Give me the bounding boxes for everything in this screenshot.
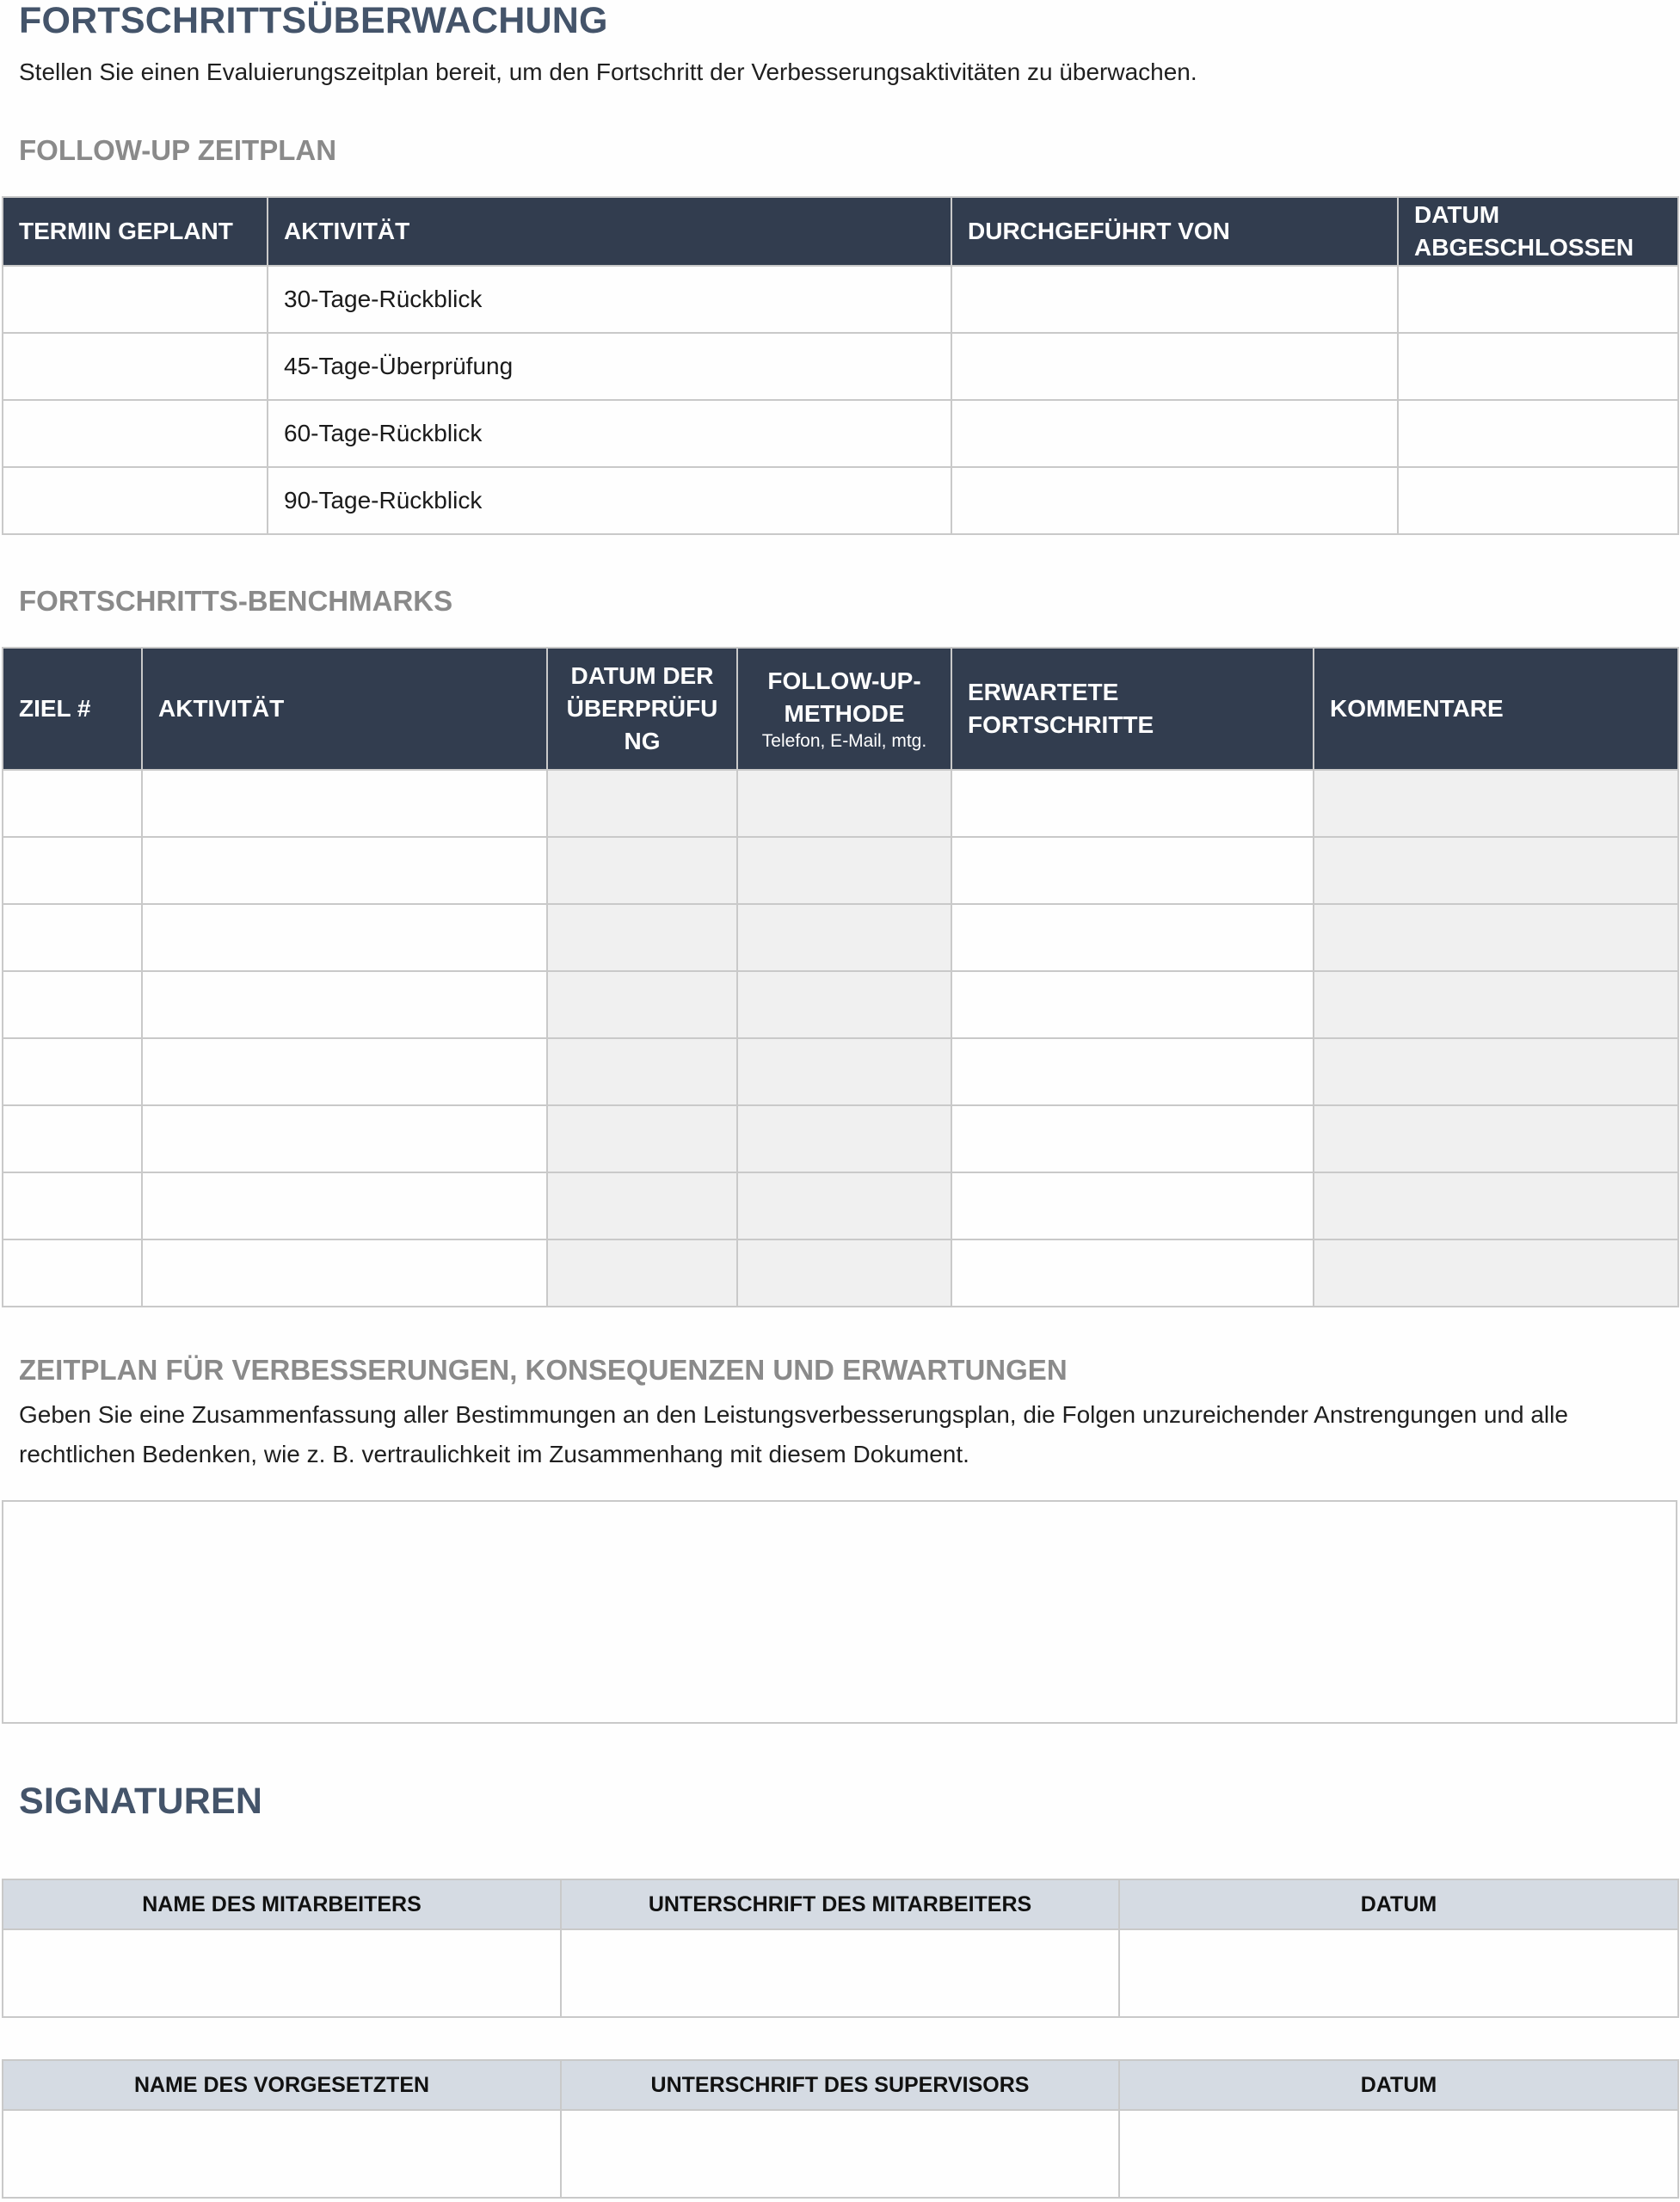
method-cell[interactable]	[737, 1239, 951, 1307]
expected-progress-cell[interactable]	[951, 904, 1314, 971]
completed-date-cell[interactable]	[1398, 333, 1678, 400]
expected-progress-cell[interactable]	[951, 837, 1314, 904]
activity-cell[interactable]	[142, 971, 547, 1038]
method-cell[interactable]	[737, 837, 951, 904]
performed-by-cell[interactable]	[951, 333, 1398, 400]
review-date-cell[interactable]	[547, 904, 737, 971]
goal-cell[interactable]	[3, 971, 142, 1038]
table-row	[3, 1172, 1678, 1239]
goal-cell[interactable]	[3, 1038, 142, 1105]
review-date-cell[interactable]	[547, 1172, 737, 1239]
expected-progress-cell[interactable]	[951, 770, 1314, 837]
method-cell[interactable]	[737, 1172, 951, 1239]
table-row	[3, 904, 1678, 971]
review-date-cell[interactable]	[547, 837, 737, 904]
review-date-cell[interactable]	[547, 1105, 737, 1172]
improvements-heading: ZEITPLAN FÜR VERBESSERUNGEN, KONSEQUENZEN UND ERWARTUNGEN	[19, 1354, 1068, 1386]
table-row	[3, 266, 1678, 333]
completed-date-cell[interactable]	[1398, 400, 1678, 467]
completed-date-cell[interactable]	[1398, 467, 1678, 534]
employee-date-header: DATUM	[1119, 1879, 1678, 1929]
comments-cell[interactable]	[1314, 837, 1678, 904]
planned-date-cell[interactable]	[3, 333, 268, 400]
col-termin-geplant: TERMIN GEPLANT	[3, 197, 268, 266]
col-aktivitaet: AKTIVITÄT	[268, 197, 951, 266]
followup-table	[2, 196, 1679, 535]
goal-cell[interactable]	[3, 904, 142, 971]
supervisor-signature-field[interactable]	[561, 2110, 1119, 2198]
page-subtitle: Stellen Sie einen Evaluierungszeitplan bereit, um den Fortschritt der Verbesserungsaktivitäten zu überwachen.	[19, 58, 1197, 85]
col-kommentare: KOMMENTARE	[1314, 648, 1678, 770]
col-datum-der-ueberpruefung: DATUM DER ÜBERPRÜFU NG	[547, 648, 737, 770]
activity-cell[interactable]	[142, 1038, 547, 1105]
followup-header-row	[3, 197, 1678, 266]
method-cell[interactable]	[737, 770, 951, 837]
expected-progress-cell[interactable]	[951, 1105, 1314, 1172]
activity-cell: 45-Tage-Überprüfung	[268, 333, 951, 400]
comments-cell[interactable]	[1314, 1105, 1678, 1172]
method-cell[interactable]	[737, 904, 951, 971]
completed-date-cell[interactable]	[1398, 266, 1678, 333]
performed-by-cell[interactable]	[951, 400, 1398, 467]
planned-date-cell[interactable]	[3, 400, 268, 467]
activity-cell[interactable]	[142, 1172, 547, 1239]
col-ziel: ZIEL #	[3, 648, 142, 770]
table-row	[3, 837, 1678, 904]
performed-by-cell[interactable]	[951, 266, 1398, 333]
benchmarks-heading: FORTSCHRITTS-BENCHMARKS	[19, 585, 453, 617]
method-label: FOLLOW-UP-METHODE	[767, 667, 921, 727]
col-datum-abgeschlossen: DATUM ABGESCHLOSSEN	[1398, 197, 1678, 266]
employee-signature-table	[2, 1879, 1679, 2018]
review-date-cell[interactable]	[547, 1038, 737, 1105]
activity-cell[interactable]	[142, 837, 547, 904]
employee-signature-header: UNTERSCHRIFT DES MITARBEITERS	[561, 1879, 1119, 1929]
planned-date-cell[interactable]	[3, 467, 268, 534]
goal-cell[interactable]	[3, 770, 142, 837]
activity-cell: 60-Tage-Rückblick	[268, 400, 951, 467]
activity-cell: 30-Tage-Rückblick	[268, 266, 951, 333]
goal-cell[interactable]	[3, 1172, 142, 1239]
benchmarks-table	[2, 647, 1679, 1307]
activity-cell[interactable]	[142, 1105, 547, 1172]
review-date-cell[interactable]	[547, 1239, 737, 1307]
supervisor-date-field[interactable]	[1119, 2110, 1678, 2198]
col-durchgefuehrt-von: DURCHGEFÜHRT VON	[951, 197, 1398, 266]
method-cell[interactable]	[737, 971, 951, 1038]
supervisor-signature-table	[2, 2059, 1679, 2199]
goal-cell[interactable]	[3, 837, 142, 904]
table-row	[3, 770, 1678, 837]
improvements-text: Geben Sie eine Zusammenfassung aller Bestimmungen an den Leistungsverbesserungsplan, die Folgen unzureichender Anstrengungen und alle rechtlichen Bedenken, wie z. B. vertraulichkeit im Zusammenhang mit diesem Dokument.	[19, 1401, 1568, 1467]
comments-cell[interactable]	[1314, 1038, 1678, 1105]
method-cell[interactable]	[737, 1105, 951, 1172]
comments-cell[interactable]	[1314, 971, 1678, 1038]
table-row	[3, 400, 1678, 467]
supervisor-date-header: DATUM	[1119, 2060, 1678, 2110]
review-date-cell[interactable]	[547, 971, 737, 1038]
expected-progress-cell[interactable]	[951, 1239, 1314, 1307]
signatures-heading: SIGNATUREN	[19, 1781, 263, 1822]
performed-by-cell[interactable]	[951, 467, 1398, 534]
expected-progress-cell[interactable]	[951, 971, 1314, 1038]
review-date-cell[interactable]	[547, 770, 737, 837]
improvements-notes-box[interactable]	[2, 1500, 1677, 1724]
expected-progress-cell[interactable]	[951, 1038, 1314, 1105]
comments-cell[interactable]	[1314, 904, 1678, 971]
col-follow-up-methode	[737, 648, 951, 770]
table-row	[3, 1105, 1678, 1172]
table-row	[3, 971, 1678, 1038]
activity-cell[interactable]	[142, 904, 547, 971]
employee-name-header: NAME DES MITARBEITERS	[3, 1879, 561, 1929]
method-hint: Telefon, E-Mail, mtg.	[761, 731, 927, 751]
benchmarks-header-row	[3, 648, 1678, 770]
table-row	[3, 467, 1678, 534]
employee-date-field[interactable]	[1119, 1929, 1678, 2017]
col-aktivitaet: AKTIVITÄT	[142, 648, 547, 770]
comments-cell[interactable]	[1314, 1239, 1678, 1307]
supervisor-signature-header: UNTERSCHRIFT DES SUPERVISORS	[561, 2060, 1119, 2110]
supervisor-name-field[interactable]	[3, 2110, 561, 2198]
activity-cell: 90-Tage-Rückblick	[268, 467, 951, 534]
activity-cell[interactable]	[142, 1239, 547, 1307]
comments-cell[interactable]	[1314, 1172, 1678, 1239]
employee-name-field[interactable]	[3, 1929, 561, 2017]
method-cell[interactable]	[737, 1038, 951, 1105]
planned-date-cell[interactable]	[3, 266, 268, 333]
goal-cell[interactable]	[3, 1239, 142, 1307]
supervisor-name-header: NAME DES VORGESETZTEN	[3, 2060, 561, 2110]
followup-heading: FOLLOW-UP ZEITPLAN	[19, 134, 337, 166]
table-row	[3, 1239, 1678, 1307]
page-title: FORTSCHRITTSÜBERWACHUNG	[19, 0, 608, 41]
expected-progress-cell[interactable]	[951, 1172, 1314, 1239]
col-erwartete-fortschritte: ERWARTETE FORTSCHRITTE	[951, 648, 1314, 770]
activity-cell[interactable]	[142, 770, 547, 837]
table-row	[3, 1038, 1678, 1105]
table-row	[3, 333, 1678, 400]
goal-cell[interactable]	[3, 1105, 142, 1172]
employee-signature-field[interactable]	[561, 1929, 1119, 2017]
comments-cell[interactable]	[1314, 770, 1678, 837]
